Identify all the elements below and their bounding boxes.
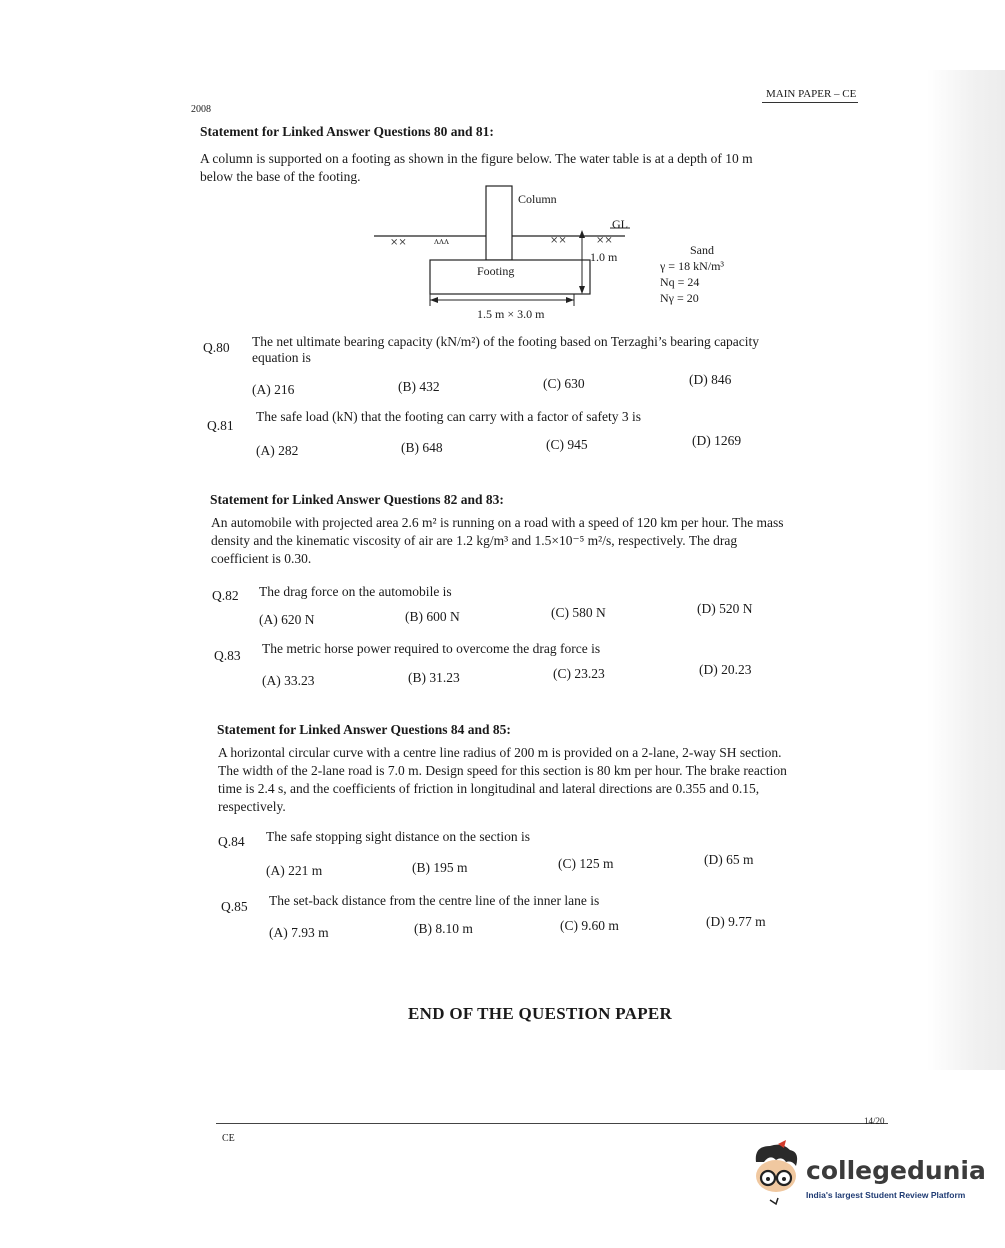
- paragraph-84-85: [218, 744, 869, 816]
- question-text: The safe load (kN) that the footing can carry with a factor of safety 3 is: [256, 409, 641, 424]
- soil-hatch: ʌʌʌ: [434, 236, 449, 247]
- option-d: (D) 520 N: [697, 601, 753, 616]
- option-a: (A) 221 m: [266, 863, 323, 878]
- paper-header: MAIN PAPER – CE: [766, 88, 857, 100]
- question-number: Q.81: [207, 418, 234, 433]
- option-c: (C) 9.60 m: [560, 918, 619, 933]
- statement-80-81: Statement for Linked Answer Questions 80 and 81:: [200, 124, 494, 139]
- question-text: The set-back distance from the centre line of the inner lane is: [269, 893, 600, 908]
- option-b: (B) 648: [401, 440, 443, 455]
- gl-label: GL: [612, 217, 628, 231]
- footer-code: CE: [222, 1133, 235, 1144]
- question-number: Q.84: [218, 834, 245, 849]
- soil-nq: Nq = 24: [660, 275, 700, 289]
- depth-arrowhead-up: [579, 230, 585, 238]
- option-b: (B) 600 N: [405, 609, 460, 624]
- width-arrowhead-right: [566, 297, 574, 303]
- option-c: (C) 630: [543, 376, 585, 391]
- paragraph-line: time is 2.4 s, and the coefficients of friction in longitudinal and lateral directions are 0.355 and 0.15,: [218, 781, 760, 796]
- paragraph-line: below the base of the footing.: [200, 169, 361, 184]
- header-underline: [762, 102, 858, 103]
- statement-84-85: Statement for Linked Answer Questions 84 and 85:: [217, 722, 511, 737]
- footing-label: Footing: [477, 264, 515, 278]
- question-number: Q.85: [221, 899, 248, 914]
- question-number: Q.82: [212, 588, 239, 603]
- option-d: (D) 1269: [692, 433, 742, 448]
- soil-hatch: ⨯⨯: [390, 237, 407, 248]
- statement-82-83: Statement for Linked Answer Questions 82 and 83:: [210, 492, 504, 507]
- option-b: (B) 432: [398, 379, 440, 394]
- question-text: The metric horse power required to overcome the drag force is: [262, 641, 601, 656]
- paragraph-line: A horizontal circular curve with a centre line radius of 200 m is provided on a 2-lane, 2-way SH section.: [218, 745, 782, 760]
- option-c: (C) 580 N: [551, 605, 606, 620]
- option-a: (A) 33.23: [262, 673, 315, 688]
- option-a: (A) 282: [256, 443, 299, 458]
- footing-size-label: 1.5 m × 3.0 m: [477, 307, 545, 321]
- depth-label: 1.0 m: [590, 250, 618, 264]
- option-c: (C) 125 m: [558, 856, 614, 871]
- question-number: Q.83: [214, 648, 241, 663]
- paper-year: 2008: [191, 104, 211, 115]
- end-of-paper: END OF THE QUESTION PAPER: [408, 1004, 673, 1023]
- question-line: The net ultimate bearing capacity (kN/m²) of the footing based on Terzaghi’s bearing capacity: [252, 334, 760, 349]
- soil-unit-weight: γ = 18 kN/m³: [660, 259, 725, 273]
- paragraph-line: The width of the 2-lane road is 7.0 m. Design speed for this section is 80 km per hour. The brake reaction: [218, 763, 787, 778]
- width-arrowhead-left: [430, 297, 438, 303]
- option-b: (B) 195 m: [412, 860, 468, 875]
- question-line: equation is: [252, 350, 311, 365]
- paragraph-line: respectively.: [218, 799, 286, 814]
- option-d: (D) 20.23: [699, 662, 752, 677]
- collegedunia-mascot-icon: [746, 1140, 806, 1206]
- option-a: (A) 216: [252, 382, 295, 397]
- footer-rule: [216, 1123, 888, 1124]
- paragraph-line: density and the kinematic viscosity of air are 1.2 kg/m³ and 1.5×10⁻⁵ m²/s, respectively. The drag: [211, 533, 738, 548]
- column-label: Column: [518, 192, 557, 206]
- option-b: (B) 31.23: [408, 670, 460, 685]
- logo-brand: collegedunia: [806, 1156, 986, 1185]
- option-d: (D) 65 m: [704, 852, 754, 867]
- paragraph-82-83: [211, 514, 861, 568]
- logo-tagline: India's largest Student Review Platform: [806, 1190, 966, 1200]
- option-d: (D) 846: [689, 372, 732, 387]
- question-number: Q.80: [203, 340, 230, 355]
- question-text: The safe stopping sight distance on the section is: [266, 829, 530, 844]
- soil-hatch: ⨯⨯: [596, 235, 613, 246]
- paragraph-line: coefficient is 0.30.: [211, 551, 312, 566]
- option-d: (D) 9.77 m: [706, 914, 766, 929]
- column-shape: [486, 186, 512, 260]
- option-a: (A) 620 N: [259, 612, 315, 627]
- soil-ngamma: Nγ = 20: [660, 291, 699, 305]
- paragraph-line: An automobile with projected area 2.6 m² is running on a road with a speed of 120 km per hour. The mass: [211, 515, 784, 530]
- soil-hatch: ⨯⨯: [550, 235, 567, 246]
- paragraph-80-81: [200, 150, 820, 186]
- paragraph-line: A column is supported on a footing as shown in the figure below. The water table is at a depth of 10 m: [200, 151, 753, 166]
- question-text: The drag force on the automobile is: [259, 584, 452, 599]
- option-b: (B) 8.10 m: [414, 921, 473, 936]
- scan-edge-shadow: [927, 70, 1005, 1070]
- option-c: (C) 945: [546, 437, 588, 452]
- option-c: (C) 23.23: [553, 666, 605, 681]
- option-a: (A) 7.93 m: [269, 925, 329, 940]
- soil-name: Sand: [690, 243, 714, 257]
- question-text: [252, 334, 862, 366]
- page-number: 14/20: [864, 1116, 885, 1126]
